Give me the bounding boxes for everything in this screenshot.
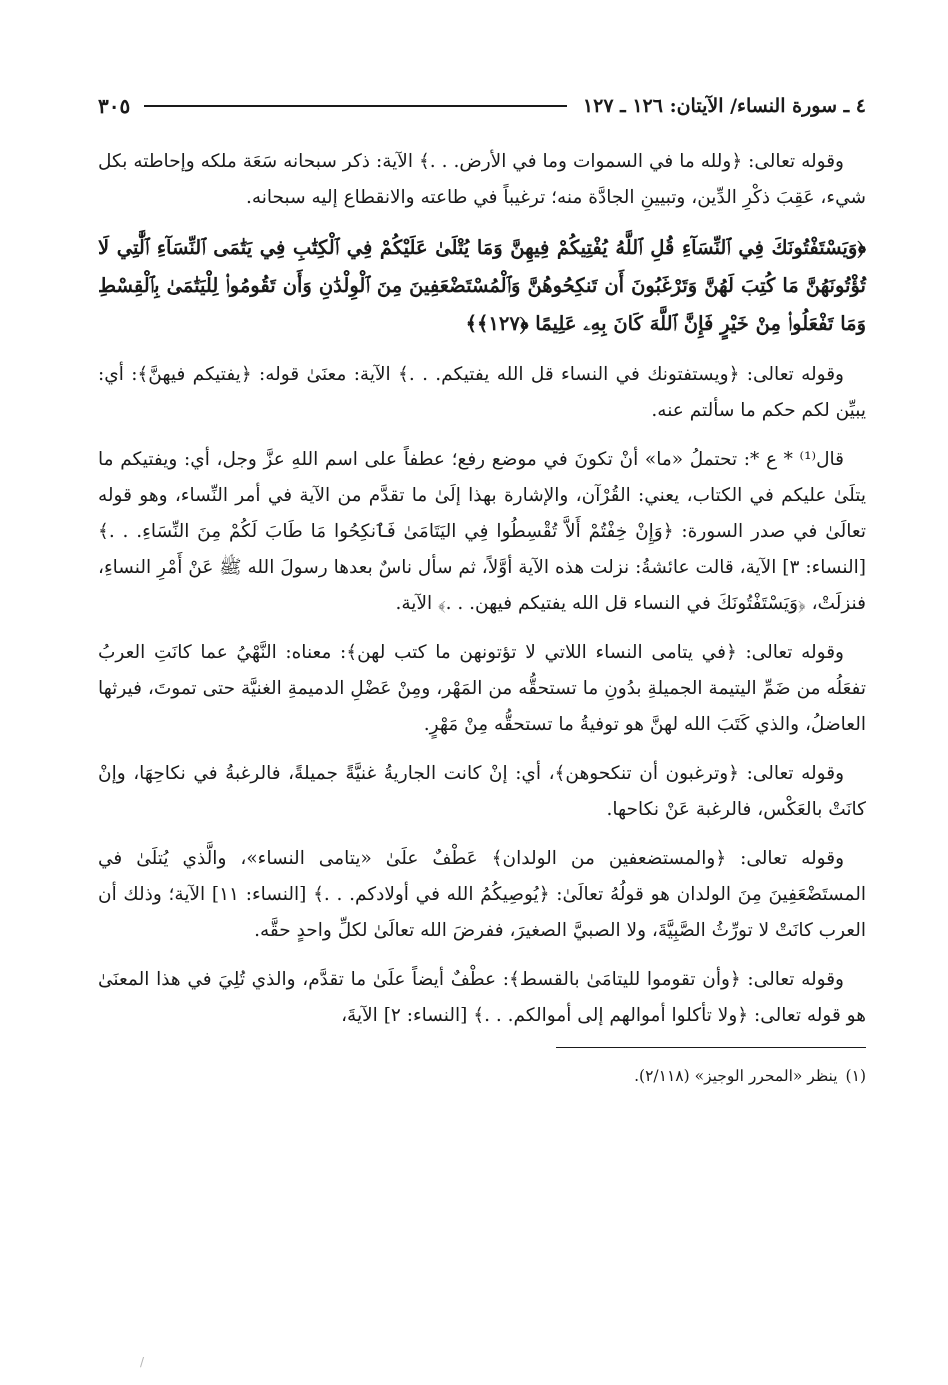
- main-text: [98, 144, 866, 1034]
- paragraph-6: وقوله تعالى: ﴿والمستضعفين من الولدان﴾ عَطْفٌ علَىٰ «يتامى النساء»، والَّذي يُتلَىٰ في المستَضْعَفِينَ مِنَ الولدان هو قولُهُ تعالَىٰ: ﴿يُوصِيكُمُ الله في أولادكم. . .﴾ [النساء: ١١] الآية؛ وذلك أن العرب كانَتْ لا تورِّثُ الصَّبِيَّةَ، ولا الصبيَّ الصغيرَ، ففرضَ الله تعالَىٰ لكلِّ واحدٍ حقَّه.: [98, 848, 867, 941]
- footnote-separator: [556, 1047, 866, 1048]
- footnote-number: (١): [845, 1067, 866, 1085]
- footnote: [98, 1062, 866, 1090]
- paragraph-7: وقوله تعالى: ﴿وأن تقوموا لليتامَىٰ بالقسط﴾: عطْفٌ أيضاً علَىٰ ما تقدَّم، والذي تُلِيَ في هذا المعنَىٰ هو قوله تعالى: ﴿ولا تأكلوا أموالهم إلى أموالكم. . .﴾ [النساء: ٢] الآيةَ،: [98, 969, 866, 1026]
- header-rule: [144, 105, 567, 107]
- running-header: [98, 92, 866, 120]
- page-number: ٣٠٥: [98, 94, 131, 118]
- paragraph-3: قال⁽¹⁾ * ع *: تحتملُ «ما» أنْ تكونَ في موضع رفع؛ عطفاً على اسم اللهِ عزَّ وجل، أي: ويفتيكم ما يتلَىٰ عليكم في الكتاب، يعني: القُرْآن، والإشارة بهذا إلَىٰ ما تقدَّم من الآية في أمر النِّساء، وهو قوله تعالَىٰ في صدر السورة: ﴿وَإِنْ خِفْتُمْ أَلاَّ تُقْسِطُوا فِي اليَتَامَىٰ فَٱنكِحُوا مَا طَابَ لَكُمْ مِنَ النِّسَاءِ. . .﴾ [النساء: ٣] الآية، قالت عائشةُ: نزلت هذه الآية أوَّلاً، ثم سأل ناسٌ بعدها رسولَ الله ﷺ عَنْ أَمْرِ النساءِ، فنزلَتْ، ﴿وَيَسْتَفْتُونَكَ في النساء قل الله يفتيكم فيهن. . .﴾ الآية.: [98, 449, 866, 614]
- paragraph-2: وقوله تعالى: ﴿ويستفتونك في النساء قل الله يفتيكم. . .﴾ الآية: معنَىٰ قوله: ﴿يفتيكم فيهنَّ﴾: أي: يبيِّن لكم حكم ما سألتم عنه.: [98, 364, 866, 421]
- paragraph-5: وقوله تعالى: ﴿وترغبون أن تنكحوهن﴾، أي: إنْ كانت الجاريةُ غنيَّةً جميلةً، فالرغبةُ في نكاحِهَا، وإنْ كانَتْ بالعَكْس، فالرغبة عَنْ نكاحها.: [98, 763, 866, 820]
- footnote-text: ينظر «المحرر الوجيز» (٢/١١٨).: [634, 1067, 838, 1085]
- running-header-title: ٤ ـ سورة النساء/ الآيتان: ١٢٦ ـ ١٢٧: [582, 95, 866, 117]
- paragraph-1: وقوله تعالى: ﴿ولله ما في السموات وما في الأرض. . .﴾ الآية: ذكر سبحانه سَعَة ملكه وإحاطته بكل شيء، عَقِبَ ذكْرِ الدِّين، وتبيينِ الجادَّة منه؛ ترغيباً في طاعته والانقطاع إليه سبحانه.: [98, 151, 866, 208]
- stray-mark: /: [140, 1355, 145, 1369]
- quran-verse-127: ﴿وَيَسْتَفْتُونَكَ فِي ٱلنِّسَآءِ قُلِ ٱللَّهُ يُفْتِيكُمْ فِيهِنَّ وَمَا يُتْلَىٰ عَلَيْكُمْ فِي ٱلْكِتَٰبِ فِي يَتَٰمَى ٱلنِّسَآءِ ٱلَّٰتِي لَا تُؤْتُونَهُنَّ مَا كُتِبَ لَهُنَّ وَتَرْغَبُونَ أَن تَنكِحُوهُنَّ وَٱلْمُسْتَضْعَفِينَ مِنَ ٱلْوِلْدَٰنِ وَأَن تَقُومُوا۟ لِلْيَتَٰمَىٰ بِٱلْقِسْطِ وَمَا تَفْعَلُوا۟ مِنْ خَيْرٍ فَإِنَّ ٱللَّهَ كَانَ بِهِۦ عَلِيمًا ﴿١٢٧﴾﴾: [98, 236, 866, 335]
- paragraph-4: وقوله تعالى: ﴿في يتامى النساء اللاتي لا تؤتونهن ما كتب لهن﴾: معناه: النَّهْيُ عما كانَتِ العربُ تفعَلُه من ضَمِّ اليتيمة الجميلةِ بدُونِ ما تستحقُّه من المَهْر، ومِنْ عَضْلِ الدميمةِ الغنيَّة حتى تموتَ، فيرثها العاضلُ، والذي كَتَبَ الله لهنَّ هو توفيةُ ما تستحقُّه مِنْ مَهْرٍ.: [98, 642, 866, 735]
